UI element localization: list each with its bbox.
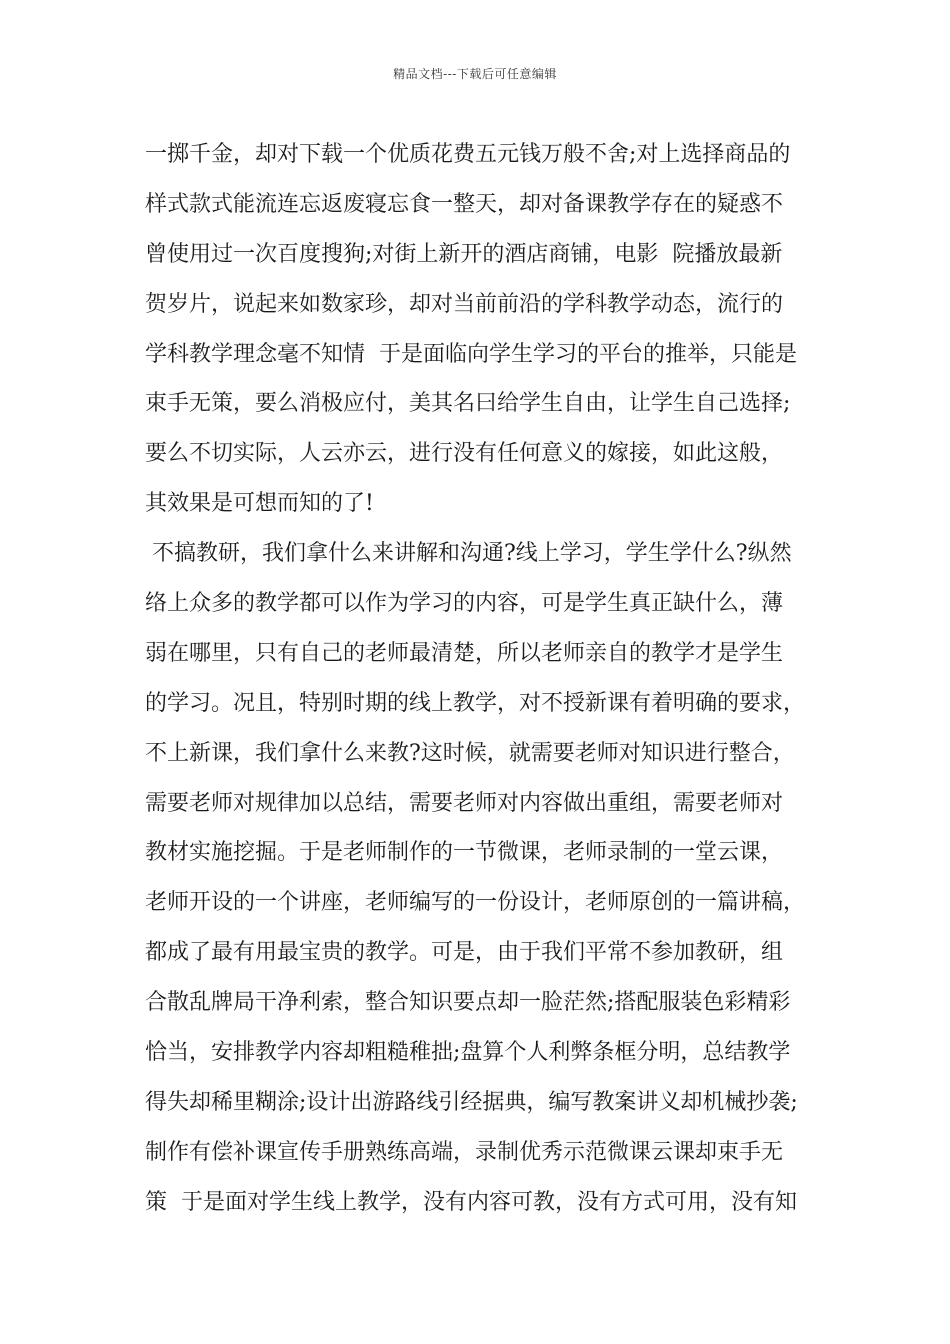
text-line: 需要老师对规律加以总结，需要老师对内容做出重组，需要老师对	[145, 790, 784, 816]
text-line: 制作有偿补课宣传手册熟练高端，录制优秀示范微课云课却束手无	[145, 1139, 784, 1165]
text-line: 都成了最有用最宝贵的教学。可是，由于我们平常不参加教研，组	[145, 940, 784, 966]
text-line: 样式款式能流连忘返废寝忘食一整天，却对备课教学存在的疑惑不	[145, 191, 784, 217]
page-header: 精品文档---下载后可任意编辑	[393, 67, 557, 81]
text-line: 一掷千金，却对下载一个优质花费五元钱万般不舍;对上选择商品的	[145, 142, 791, 167]
text-line: 络上众多的教学都可以作为学习的内容，可是学生真正缺什么，薄	[145, 591, 784, 617]
text-line: 其效果是可想而知的了!	[145, 491, 374, 517]
text-line: 恰当，安排教学内容却粗糙稚拙;盘算个人利弊条框分明，总结教学	[145, 1040, 791, 1066]
text-line: 教材实施挖掘。于是老师制作的一节微课，老师录制的一堂云课，	[145, 840, 784, 866]
text-line: 弱在哪里，只有自己的老师最清楚，所以老师亲自的教学才是学生	[145, 640, 784, 666]
text-line: 策 于是面对学生线上教学，没有内容可教，没有方式可用，没有知	[145, 1189, 797, 1215]
text-line: 要么不切实际，人云亦云，进行没有任何意义的嫁接，如此这般，	[145, 441, 784, 467]
text-line: 束手无策，要么消极应付，美其名曰给学生自由，让学生自己选择;	[145, 391, 791, 417]
text-line: 贺岁片，说起来如数家珍，却对当前前沿的学科教学动态，流行的	[145, 291, 784, 317]
text-line: 得失却稀里糊涂;设计出游路线引经据典，编写教案讲义却机械抄袭;	[145, 1089, 798, 1115]
text-line: 老师开设的一个讲座，老师编写的一份设计，老师原创的一篇讲稿，	[145, 890, 806, 916]
text-line: 学科教学理念毫不知情 于是面临向学生学习的平台的推举，只能是	[145, 341, 797, 367]
text-line: 合散乱牌局干净利索，整合知识要点却一脸茫然;搭配服装色彩精彩	[145, 990, 791, 1016]
text-line: 的学习。况且，特别时期的线上教学，对不授新课有着明确的要求，	[145, 690, 806, 716]
text-line: 不上新课，我们拿什么来教?这时候，就需要老师对知识进行整合，	[145, 740, 795, 766]
text-line: 不搞教研，我们拿什么来讲解和沟通?线上学习，学生学什么?纵然	[145, 541, 792, 567]
text-line: 曾使用过一次百度搜狗;对街上新开的酒店商铺，电影 院播放最新	[145, 241, 783, 267]
body-text	[145, 130, 835, 1228]
